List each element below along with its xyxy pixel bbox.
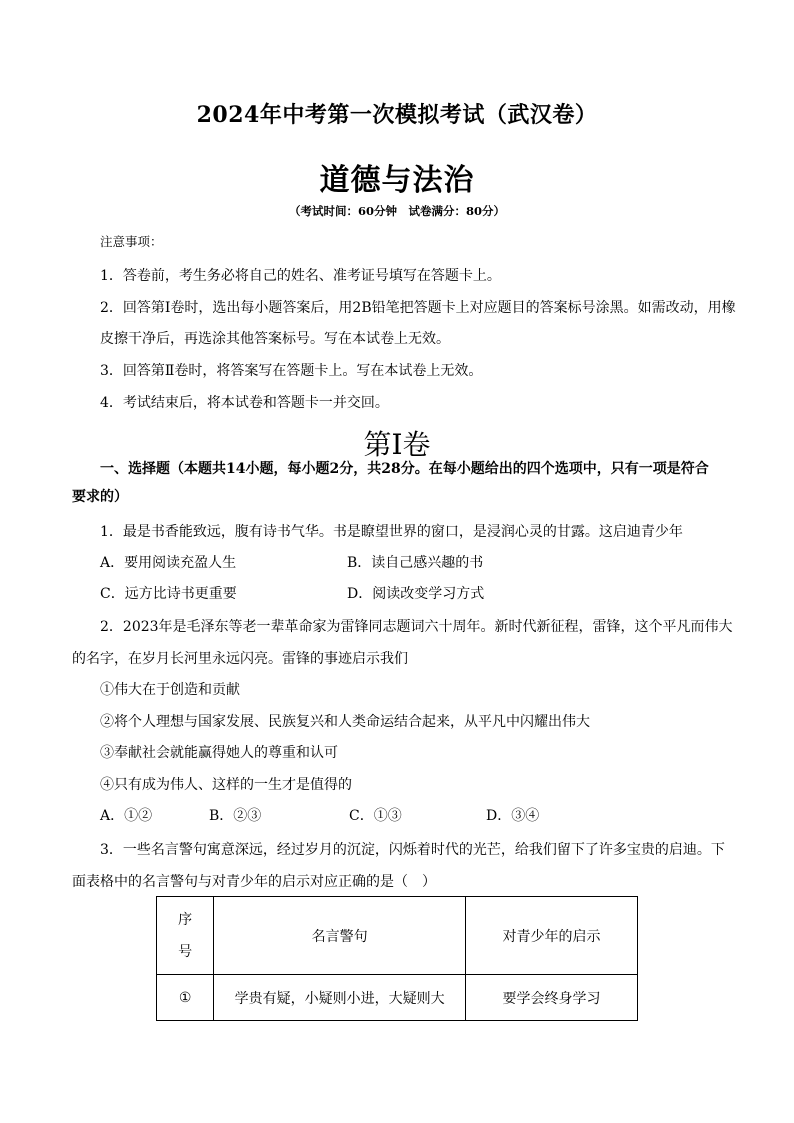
exam-title: 2024年中考第一次模拟考试（武汉卷）: [196, 102, 598, 128]
question-2-stem-line-1: 2．2023年是毛泽东等老一辈革命家为雷锋同志题词六十周年。新时代新征程，雷锋，这个平凡而伟大: [100, 619, 733, 635]
question-2-stem-line-2: 的名字，在岁月长河里永远闪亮。雷锋的事迹启示我们: [72, 651, 408, 667]
header-seq-line-1: 序: [178, 911, 193, 928]
row-insight: 要学会终身学习: [465, 975, 637, 1021]
section-heading-line-1: 一、选择题（本题共14小题，每小题2分，共28分。在每小题给出的四个选项中，只有一项是符合: [100, 461, 709, 477]
question-2-statement-3: ③奉献社会就能赢得她人的尊重和认可: [100, 745, 338, 761]
note-item-1: 1．答卷前，考生务必将自己的姓名、准考证号填写在答题卡上。: [100, 268, 501, 284]
question-2-statement-4: ④只有成为伟人、这样的一生才是值得的: [100, 777, 352, 793]
question-1-option-c: C．远方比诗书更重要: [100, 586, 237, 602]
question-2-statement-2: ②将个人理想与国家发展、民族复兴和人类命运结合起来，从平凡中闪耀出伟大: [100, 714, 590, 730]
note-item-4: 4．考试结束后，将本试卷和答题卡一并交回。: [100, 395, 389, 411]
question-1-option-d: D．阅读改变学习方式: [347, 586, 485, 602]
question-1-option-a: A．要用阅读充盈人生: [100, 555, 237, 571]
section-heading-line-2: 要求的）: [72, 489, 128, 505]
question-2-option-d: D．③④: [486, 808, 540, 824]
table-header-row: [157, 897, 638, 975]
volume-title: 第Ⅰ卷: [363, 428, 431, 461]
header-quote: 名言警句: [214, 897, 466, 975]
quote-table: [156, 896, 638, 1021]
question-2-statement-1: ①伟大在于创造和贡献: [100, 682, 240, 698]
notes-heading: 注意事项：: [100, 234, 163, 249]
note-item-2-line-2: 皮擦干净后，再选涂其他答案标号。写在本试卷上无效。: [100, 331, 450, 347]
header-seq-line-2: 号: [178, 943, 193, 960]
question-2-option-b: B．②③: [209, 808, 262, 824]
subject-title: 道德与法治: [319, 163, 475, 198]
row-seq: ①: [157, 975, 214, 1021]
header-seq-cell: [157, 897, 214, 975]
header-insight: 对青少年的启示: [465, 897, 637, 975]
table-row: [157, 975, 638, 1021]
question-1-option-b: B．读自己感兴趣的书: [347, 555, 484, 571]
question-3-stem-line-1: 3．一些名言警句寓意深远，经过岁月的沉淀，闪烁着时代的光芒，给我们留下了许多宝贵的启迪。下: [100, 842, 725, 858]
question-2-option-c: C．①③: [349, 808, 402, 824]
row-quote: 学贵有疑，小疑则小进，大疑则大: [214, 975, 466, 1021]
note-item-2-line-1: 2．回答第Ⅰ卷时，选出每小题答案后，用2B铅笔把答题卡上对应题目的答案标号涂黑。如需改动，用橡: [100, 300, 736, 316]
note-item-3: 3．回答第Ⅱ卷时，将答案写在答题卡上。写在本试卷上无效。: [100, 363, 483, 379]
question-3-stem-line-2: 面表格中的名言警句与对青少年的启示对应正确的是（ ）: [72, 874, 436, 890]
exam-info: （考试时间：60分钟 试卷满分：80分）: [288, 204, 505, 218]
question-2-option-a: A．①②: [100, 808, 153, 824]
question-1-stem: 1．最是书香能致远，腹有诗书气华。书是瞭望世界的窗口，是浸润心灵的甘露。这启迪青少年: [100, 524, 683, 540]
